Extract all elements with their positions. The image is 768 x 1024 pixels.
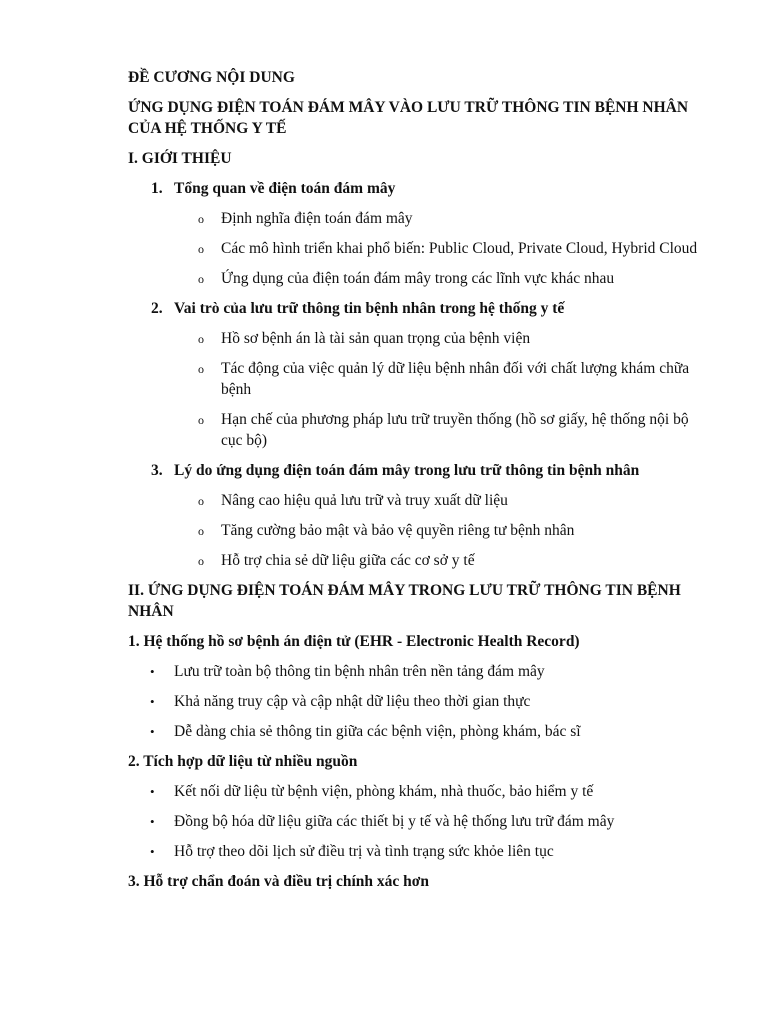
- sub-item-text: Nâng cao hiệu quả lưu trữ và truy xuất dữ liệu: [221, 492, 508, 509]
- circle-bullet-icon: o: [198, 272, 204, 286]
- circle-bullet-icon: o: [198, 494, 204, 508]
- circle-bullet-icon: o: [198, 554, 204, 568]
- document-title: ĐỀ CƯƠNG NỘI DUNG: [128, 69, 295, 86]
- sub-item: [128, 520, 700, 541]
- circle-bullet-icon: o: [198, 212, 204, 226]
- sub-item: [128, 208, 700, 229]
- bullet-dot-icon: •: [150, 814, 155, 829]
- bullet-item: [128, 721, 700, 742]
- bullet-text: Kết nối dữ liệu từ bệnh viện, phòng khám, nhà thuốc, bảo hiểm y tế: [174, 783, 594, 800]
- section-1-heading: I. GIỚI THIỆU: [128, 150, 232, 167]
- bullet-item: [128, 841, 700, 862]
- sub-item-text: Hỗ trợ chia sẻ dữ liệu giữa các cơ sở y tế: [221, 552, 475, 569]
- bullet-text: Khả năng truy cập và cập nhật dữ liệu theo thời gian thực: [174, 693, 531, 710]
- section-2-group-3-heading: 3. Hỗ trợ chẩn đoán và điều trị chính xác hơn: [128, 873, 429, 890]
- sub-item: [128, 268, 700, 289]
- sub-item-text: Tăng cường bảo mật và bảo vệ quyền riêng tư bệnh nhân: [221, 522, 575, 539]
- item-label: Lý do ứng dụng điện toán đám mây trong lưu trữ thông tin bệnh nhân: [174, 462, 640, 479]
- sub-item: [128, 358, 700, 400]
- bullet-item: [128, 781, 700, 802]
- document-content: [128, 67, 700, 901]
- section-2-heading: II. ỨNG DỤNG ĐIỆN TOÁN ĐÁM MÂY TRONG LƯU TRỮ THÔNG TIN BỆNH NHÂN: [128, 582, 681, 620]
- circle-bullet-icon: o: [198, 524, 204, 538]
- bullet-dot-icon: •: [150, 844, 155, 859]
- section-2-group-1-heading: 1. Hệ thống hồ sơ bệnh án điện tử (EHR - Electronic Health Record): [128, 633, 580, 650]
- sub-item: [128, 550, 700, 571]
- bullet-text: Đồng bộ hóa dữ liệu giữa các thiết bị y tế và hệ thống lưu trữ đám mây: [174, 813, 615, 830]
- sub-item: [128, 409, 700, 451]
- section-1-item-3: [128, 460, 700, 481]
- bullet-dot-icon: •: [150, 694, 155, 709]
- sub-item-text: Ứng dụng của điện toán đám mây trong các lĩnh vực khác nhau: [221, 270, 615, 287]
- sub-item: [128, 490, 700, 511]
- sub-item-text: Định nghĩa điện toán đám mây: [221, 210, 413, 227]
- bullet-text: Dễ dàng chia sẻ thông tin giữa các bệnh viện, phòng khám, bác sĩ: [174, 723, 581, 740]
- bullet-dot-icon: •: [150, 724, 155, 739]
- sub-item-text: Tác động của việc quản lý dữ liệu bệnh nhân đối với chất lượng khám chữa bệnh: [221, 360, 690, 398]
- sub-item-text: Các mô hình triển khai phổ biến: Public Cloud, Private Cloud, Hybrid Cloud: [221, 240, 698, 257]
- sub-item: [128, 328, 700, 349]
- sub-item: [128, 238, 700, 259]
- section-2-group-2-heading: 2. Tích hợp dữ liệu từ nhiều nguồn: [128, 753, 358, 770]
- circle-bullet-icon: o: [198, 332, 204, 346]
- item-label: Tổng quan về điện toán đám mây: [174, 180, 396, 197]
- bullet-text: Lưu trữ toàn bộ thông tin bệnh nhân trên nền tảng đám mây: [174, 663, 545, 680]
- item-number: 2.: [151, 300, 163, 317]
- circle-bullet-icon: o: [198, 413, 204, 427]
- item-label: Vai trò của lưu trữ thông tin bệnh nhân trong hệ thống y tế: [174, 300, 565, 317]
- bullet-dot-icon: •: [150, 664, 155, 679]
- sub-item-text: Hồ sơ bệnh án là tài sản quan trọng của bệnh viện: [221, 330, 531, 347]
- document-subtitle: ỨNG DỤNG ĐIỆN TOÁN ĐÁM MÂY VÀO LƯU TRỮ THÔNG TIN BỆNH NHÂN CỦA HỆ THỐNG Y TẾ: [128, 99, 689, 137]
- section-1-item-2: [128, 298, 700, 319]
- bullet-item: [128, 811, 700, 832]
- item-number: 1.: [151, 180, 163, 197]
- circle-bullet-icon: o: [198, 362, 204, 376]
- section-1-item-1: [128, 178, 700, 199]
- bullet-text: Hỗ trợ theo dõi lịch sử điều trị và tình trạng sức khỏe liên tục: [174, 843, 554, 860]
- bullet-dot-icon: •: [150, 784, 155, 799]
- circle-bullet-icon: o: [198, 242, 204, 256]
- bullet-item: [128, 661, 700, 682]
- sub-item-text: Hạn chế của phương pháp lưu trữ truyền thống (hồ sơ giấy, hệ thống nội bộ cục bộ): [221, 411, 689, 449]
- item-number: 3.: [151, 462, 163, 479]
- bullet-item: [128, 691, 700, 712]
